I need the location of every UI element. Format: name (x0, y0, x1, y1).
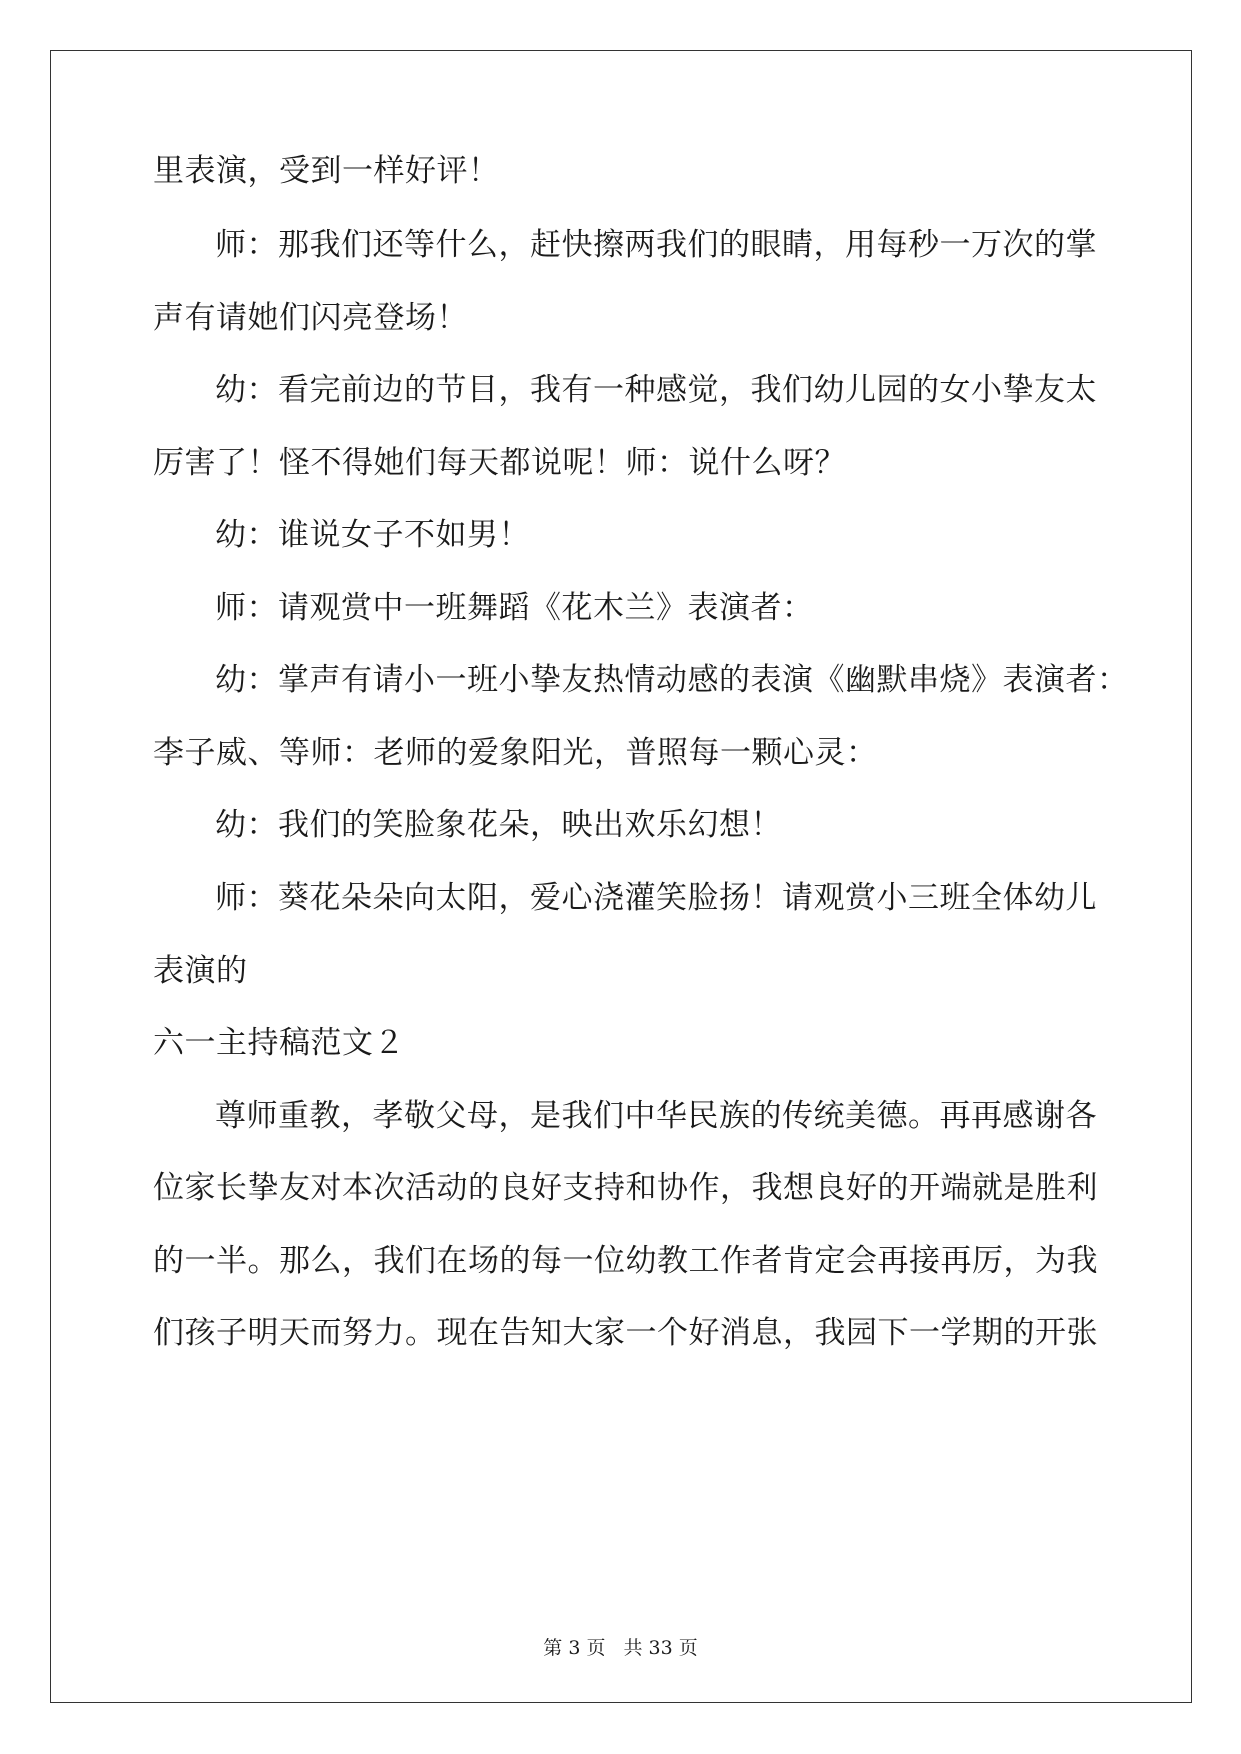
text-line: 李子威、等师：老师的爱象阳光，普照每一颗心灵： (153, 735, 878, 771)
text-line: 的一半。那么，我们在场的每一位幼教工作者肯定会再接再厉，为我 (153, 1243, 1098, 1279)
text-line: 幼：谁说女子不如男！ (215, 517, 530, 553)
text-line: 厉害了！怪不得她们每天都说呢！师：说什么呀？ (153, 445, 846, 481)
page-footer (0, 1633, 1241, 1660)
text-line: 尊师重教，孝敬父母，是我们中华民族的传统美德。再再感谢各 (215, 1098, 1097, 1134)
text-line: 师：请观赏中一班舞蹈《花木兰》表演者： (215, 590, 814, 626)
text-line: 幼：看完前边的节目，我有一种感觉，我们幼儿园的女小挚友太 (215, 372, 1097, 408)
text-line: 表演的 (153, 953, 248, 989)
text-line: 位家长挚友对本次活动的良好支持和协作，我想良好的开端就是胜利 (153, 1170, 1098, 1206)
text-line: 们孩子明天而努力。现在告知大家一个好消息，我园下一学期的开张 (153, 1315, 1098, 1351)
page-border (50, 50, 1192, 1703)
text-line: 师：葵花朵朵向太阳，爱心浇灌笑脸扬！请观赏小三班全体幼儿 (215, 880, 1097, 916)
text-line: 声有请她们闪亮登场！ (153, 300, 468, 336)
section-heading: 六一主持稿范文２ (153, 1025, 405, 1061)
text-line: 幼：我们的笑脸象花朵，映出欢乐幻想！ (215, 807, 782, 843)
text-line: 师：那我们还等什么，赶快擦两我们的眼睛，用每秒一万次的掌 (215, 227, 1097, 263)
text-line: 幼：掌声有请小一班小挚友热情动感的表演《幽默串烧》表演者： (215, 662, 1129, 698)
page-number-total: 共 33 页 (623, 1637, 698, 1659)
page-number-current: 第 3 页 (543, 1637, 606, 1659)
text-line: 里表演，受到一样好评！ (153, 153, 500, 189)
